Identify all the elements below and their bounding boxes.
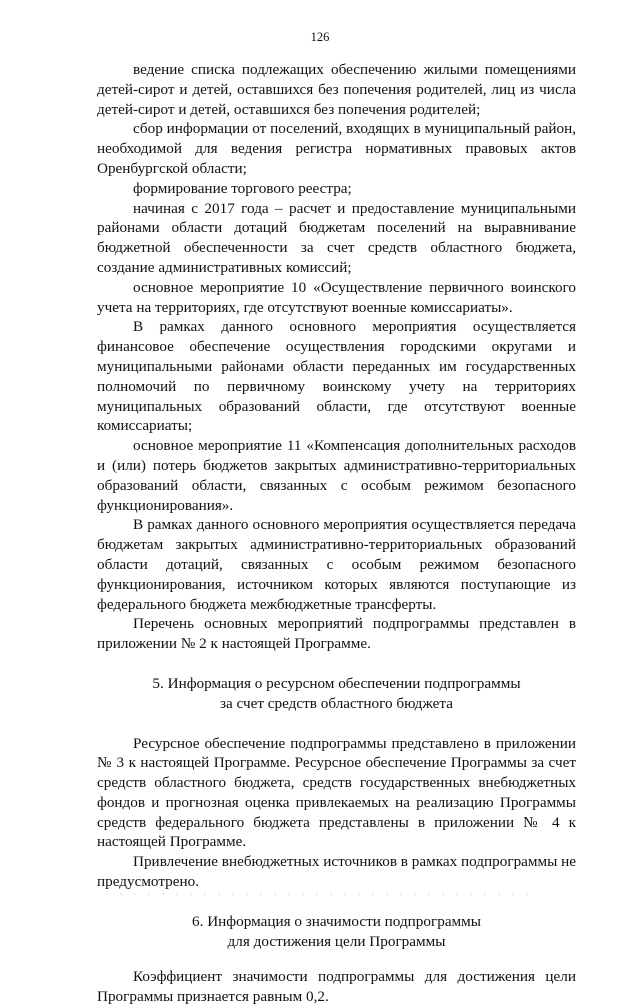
paragraph: сбор информации от поселений, входящих в муниципальный район, необходимой для ведения регистра нормативных правовых актов Оренбургской области;: [97, 120, 576, 177]
paragraph: Привлечение внебюджетных источников в рамках подпрограммы не предусмотрено.: [97, 853, 576, 891]
paragraph: начиная с 2017 года – расчет и предоставление муниципальными районами области дотаций бюджетам поселений на выравнивание бюджетной обеспеченности за счет средств областного бюджета, создание административных комиссий;: [97, 199, 576, 276]
document-body: [97, 60, 576, 1007]
paragraph: Перечень основных мероприятий подпрограммы представлен в приложении № 2 к настоящей Программе.: [97, 615, 576, 653]
paragraph: Ресурсное обеспечение подпрограммы представлено в приложении № 3 к настоящей Программе. Ресурсное обеспечение Программы за счет средств областного бюджета, средств государственных внебюджетных фондов и прогнозная оценка привлекаемых на реализацию Программы средств федерального бюджета представлены в приложении № 4 к настоящей Программе.: [97, 734, 576, 851]
paragraph: Коэффициент значимости подпрограммы для достижения цели Программы признается равным 0,2.: [97, 968, 576, 1006]
paragraph: основное мероприятие 10 «Осуществление первичного воинского учета на территориях, где отсутствуют военные комиссариаты».: [97, 278, 576, 316]
section-5-heading-line-1: 5. Информация о ресурсном обеспечении подпрограммы: [152, 674, 521, 692]
section-5-heading: [97, 674, 576, 714]
paragraph: ведение списка подлежащих обеспечению жилыми помещениями детей-сирот и детей, оставшихся без попечения родителей, лиц из числа детей-сирот и детей, оставшихся без попечения родителей;: [97, 61, 576, 118]
section-6-heading: [97, 912, 576, 952]
section-5-heading-line-2: за счет средств областного бюджета: [220, 694, 453, 712]
page-number: 126: [310, 30, 330, 44]
paragraph: основное мероприятие 11 «Компенсация дополнительных расходов и (или) потерь бюджетов закрытых административно-территориальных образований области, связанных с особым режимом безопасного функционирования».: [97, 437, 576, 514]
section-6-heading-line-2: для достижения цели Программы: [227, 932, 446, 950]
paragraph: В рамках данного основного мероприятия осуществляется передача бюджетам закрытых административно-территориальных образований области дотаций, связанных с особым режимом безопасного функционирования, источником которых являются поступающие из федерального бюджета межбюджетные трансферты.: [97, 516, 576, 613]
paragraph: формирование торгового реестра;: [133, 179, 352, 197]
section-6-heading-line-1: 6. Информация о значимости подпрограммы: [192, 912, 481, 930]
paragraph: В рамках данного основного мероприятия осуществляется финансовое обеспечение осуществления городскими округами и муниципальными районами области переданных им государственных полномочий по первичному воинскому учету на территориях муниципальных образований области, где отсутствуют военные комиссариаты;: [97, 318, 576, 435]
scan-speckle: [100, 893, 540, 895]
